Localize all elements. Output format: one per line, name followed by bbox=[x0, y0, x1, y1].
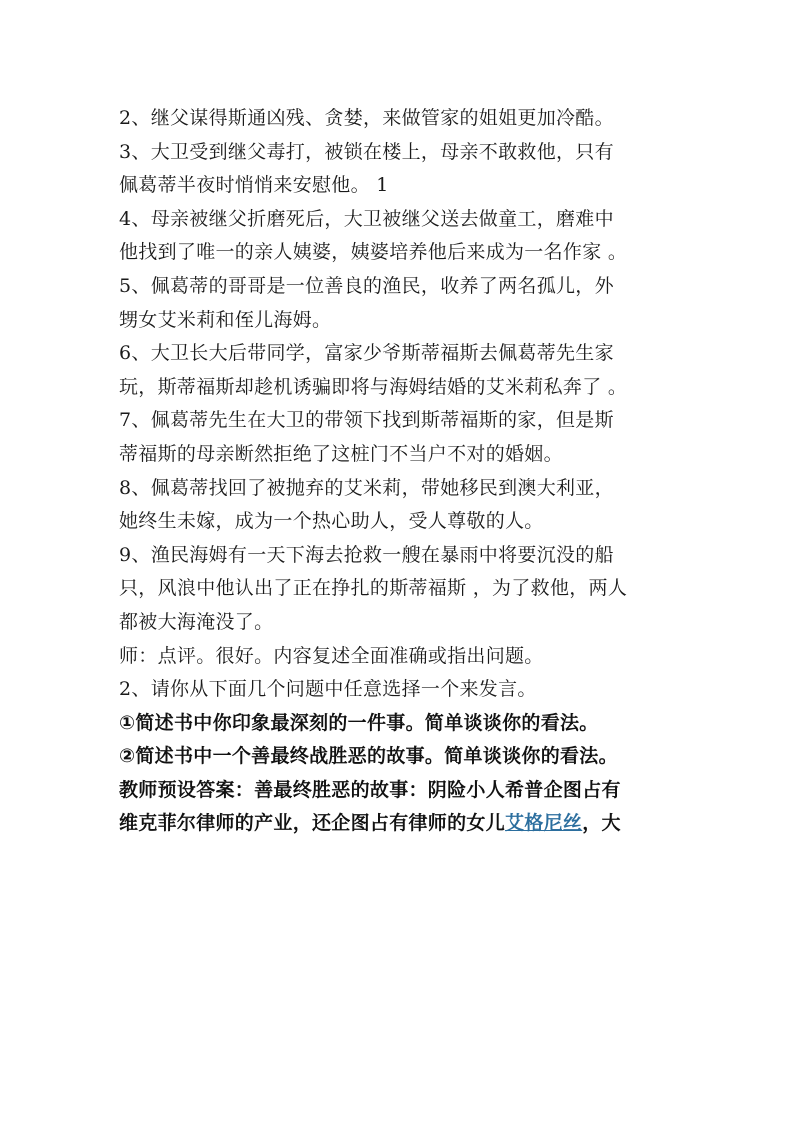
text-line-16: 都被大海淹没了。 bbox=[119, 610, 274, 633]
text-line-14: 9、渔民海姆有一天下海去抢救一艘在暴雨中将要沉没的船 bbox=[119, 543, 614, 566]
text-line-5: 他找到了唯一的亲人姨婆，姨婆培养他后来成为一名作家 。 bbox=[119, 241, 628, 264]
text-line-17: 师：点评。很好。内容复述全面准确或指出问题。 bbox=[119, 644, 544, 667]
text-line-1: 2、继父谋得斯通凶残、贪婪，来做管家的姐姐更加冷酷。 bbox=[119, 107, 614, 129]
text-line-12: 8、佩葛蒂找回了被抛弃的艾米莉，带她移民到澳大利亚， bbox=[119, 476, 614, 499]
text-line-3: 佩葛蒂半夜时悄悄来安慰他。 1 bbox=[119, 174, 389, 197]
teacher-answer-line-1: 教师预设答案：善最终胜恶的故事：阴险小人希普企图占有 bbox=[119, 778, 621, 801]
text-line-4: 4、母亲被继父折磨死后，大卫被继父送去做童工，磨难中 bbox=[119, 207, 614, 230]
text-line-8: 6、大卫长大后带同学，富家少爷斯蒂福斯去佩葛蒂先生家 bbox=[119, 342, 614, 365]
text-line-13: 她终生未嫁，成为一个热心助人，受人尊敬的人。 bbox=[119, 510, 544, 533]
text-line-6: 5、佩葛蒂的哥哥是一位善良的渔民，收养了两名孤儿，外 bbox=[119, 274, 614, 297]
text-line-15: 只，风浪中他认出了正在挣扎的斯蒂福斯 ，为了救他，两人 bbox=[119, 577, 628, 600]
text-line-9: 玩，斯蒂福斯却趁机诱骗即将与海姆结婚的艾米莉私奔了 。 bbox=[119, 375, 628, 398]
answer-text-after-link: ，大 bbox=[582, 812, 621, 835]
agnes-link[interactable]: 艾格尼丝 bbox=[505, 812, 583, 835]
text-line-7: 甥女艾米莉和侄儿海姆。 bbox=[119, 308, 332, 331]
text-line-10: 7、佩葛蒂先生在大卫的带领下找到斯蒂福斯的家，但是斯 bbox=[119, 409, 614, 432]
answer-text-before-link: 维克菲尔律师的产业，还企图占有律师的女儿 bbox=[119, 812, 506, 835]
document-body bbox=[119, 102, 679, 841]
text-line-2: 3、大卫受到继父毒打，被锁在楼上，母亲不敢救他，只有 bbox=[119, 140, 614, 163]
teacher-answer-line-2 bbox=[119, 807, 679, 841]
text-line-18: 2、请你从下面几个问题中任意选择一个来发言。 bbox=[119, 678, 537, 701]
text-line-11: 蒂福斯的母亲断然拒绝了这桩门不当户不对的婚姻。 bbox=[119, 442, 563, 465]
question-option-1: ①简述书中你印象最深刻的一件事。简单谈谈你的看法。 bbox=[119, 711, 599, 734]
question-option-2: ②简述书中一个善最终战胜恶的故事。简单谈谈你的看法。 bbox=[119, 745, 618, 768]
